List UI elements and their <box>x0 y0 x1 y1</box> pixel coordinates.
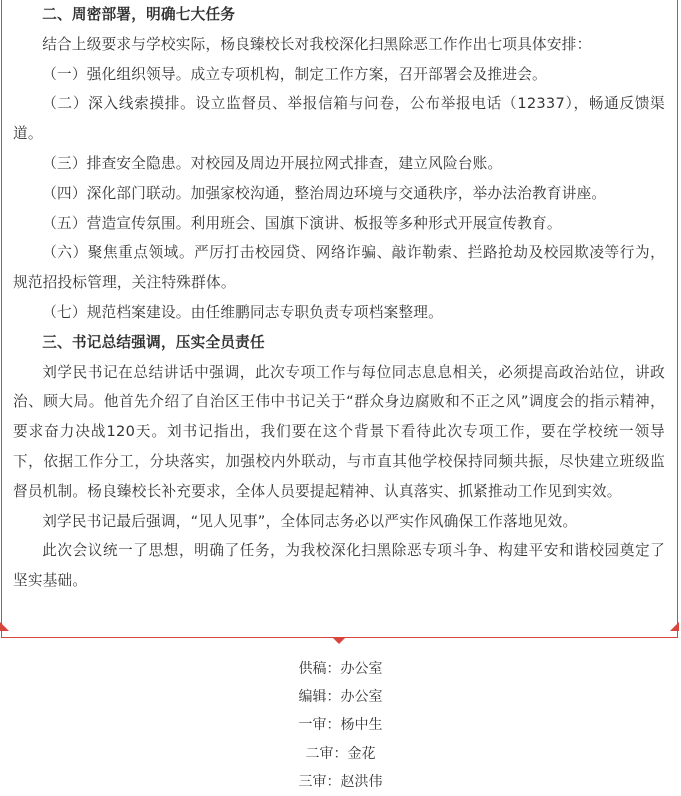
task-item-3: （三）排查安全隐患。对校园及周边开展拉网式排查，建立风险台账。 <box>42 154 503 172</box>
frame-corner-bottom-right <box>670 622 679 631</box>
task-item-1: （一）强化组织领导。成立专项机构，制定工作方案，召开部署会及推进会。 <box>42 65 547 83</box>
credit-value: 杨中生 <box>340 717 383 734</box>
frame-bottom-arrow <box>333 638 345 644</box>
credit-value: 办公室 <box>340 689 383 706</box>
credit-label: 编辑： <box>298 689 341 706</box>
credit-label: 三审： <box>298 773 341 790</box>
article-paragraph: 刘学民书记在总结讲话中强调，此次专项工作与每位同志息息相关，必须提高政治站位，讲政治、顾大局。他首先介绍了自治区王伟中书记关于“群众身边腐败和不正之风”调度会的指示精神，要求奋力决战120天。刘书记指出，我们要在这个背景下看待此次专项工作，要在学校统一领导下，依据工作分工，分块落实，加强校内外联动，与市直其他学校保持同频共振，尽快建立班级监督员机制。杨良臻校长补充要求，全体人员要提起精神、认真落实、抓紧推动工作见到实效。 <box>13 363 665 500</box>
credit-value: 金花 <box>347 745 376 762</box>
task-item-2: （二）深入线索摸排。设立监督员、举报信箱与问卷，公布举报电话（12337），畅通反馈渠道。 <box>13 95 665 143</box>
article-paragraph: 结合上级要求与学校实际，杨良臻校长对我校深化扫黑除恶工作作出七项具体安排： <box>42 35 592 53</box>
section-heading-three: 三、书记总结强调，压实全员责任 <box>42 333 265 351</box>
credit-second-review <box>0 740 681 768</box>
credit-value: 赵洪伟 <box>340 773 383 790</box>
article-paragraph: 此次会议统一了思想，明确了任务，为我校深化扫黑除恶专项斗争、构建平安和谐校园奠定了坚实基础。 <box>13 542 665 590</box>
credit-first-review <box>0 711 681 739</box>
task-item-4: （四）深化部门联动。加强家校沟通，整治周边环境与交通秩序，举办法治教育讲座。 <box>42 184 607 202</box>
credit-label: 二审： <box>305 745 348 762</box>
credit-label: 供稿： <box>298 661 341 677</box>
task-item-6: （六）聚焦重点领域。严厉打击校园贷、网络诈骗、敲诈勒索、拦路抢劫及校园欺凌等行为，规范招投标管理，关注特殊群体。 <box>13 244 665 292</box>
editorial-credits <box>0 655 681 796</box>
credit-value: 办公室 <box>340 661 383 677</box>
frame-corner-bottom-left <box>0 622 9 631</box>
section-heading-two: 二、周密部署，明确七大任务 <box>42 6 236 23</box>
article-content <box>13 0 665 596</box>
credit-contributor <box>0 655 681 683</box>
credit-label: 一审： <box>298 717 341 734</box>
credit-editor <box>0 683 681 711</box>
article-paragraph: 刘学民书记最后强调，“见人见事”，全体同志务必以严实作风确保工作落地见效。 <box>42 512 578 530</box>
task-item-5: （五）营造宣传氛围。利用班会、国旗下演讲、板报等多种形式开展宣传教育。 <box>42 214 562 232</box>
credit-third-review <box>0 768 681 796</box>
task-item-7: （七）规范档案建设。由任维鹏同志专职负责专项档案整理。 <box>42 303 443 321</box>
